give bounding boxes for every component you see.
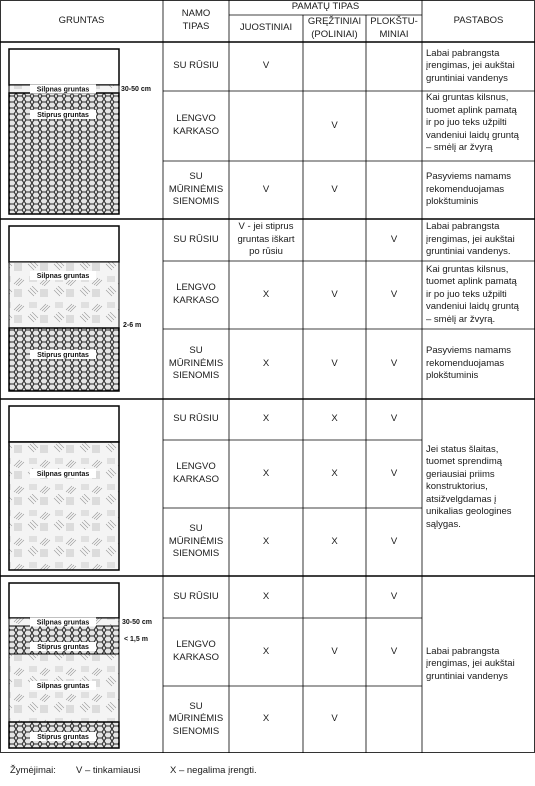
plokstuminiai-cell [366,42,422,91]
depth-label: < 1,5 m [124,636,148,643]
note-cell: Labai pabrangsta įrengimas, jei aukštai gruntiniai vandenys. [426,221,515,258]
note-cell: Pasyviems namams rekomenduojamas plokštuminis [426,345,511,382]
house-type-cell: SU MŪRINĖMIS SIENOMIS [168,700,224,737]
note-cell: Kai gruntas kilsnus, tuomet aplink pamatą ir po juo teks užpilti vandeniui laidų gruntą – smėlį ar žvyrą [426,92,519,154]
soil-label-strong-text: Stiprus gruntas [37,734,89,741]
juostiniai-cell: X [262,645,270,657]
juostiniai-cell: X [262,288,270,300]
juostiniai-cell: X [262,413,270,425]
juostiniai-cell: X [262,590,270,602]
plokstuminiai-cell [366,686,422,753]
plokstuminiai-cell: V [390,288,398,300]
greztiniai-cell: X [331,413,338,425]
soil-label-weak-text: Silpnas gruntas [36,683,90,690]
plokstuminiai-cell: V [390,590,398,602]
depth-label: 30-50 cm [122,619,152,626]
juostiniai-cell: X [262,713,270,725]
soil-label-weak-text: Silpnas gruntas [36,86,90,94]
soil-label-strong-text: Stiprus gruntas [37,112,89,119]
juostiniai-cell: V [262,60,270,72]
soil-label-weak-text: Silpnas gruntas [36,273,90,280]
greztiniai-cell: V [331,119,338,131]
juostiniai-cell: V [262,183,270,195]
greztiniai-cell [303,576,366,618]
greztiniai-cell: V [331,288,338,300]
soil-diagram-1 [9,49,151,214]
greztiniai-cell [303,219,366,261]
greztiniai-cell: X [331,535,338,547]
plokstuminiai-cell: V [390,645,398,657]
house-type-cell: LENGVO KARKASO [173,282,219,306]
greztiniai-cell: V [331,357,338,369]
juostiniai-cell: X [262,467,270,479]
note-cell: Jei status šlaitas, tuomet sprendimą geriausiai priims konstruktorius, atsižvelgdamas į unikalias geologines sąlygas. [426,443,512,530]
soil-diagram-4 [9,583,152,748]
house-type-cell: SU RŪSIU [173,233,219,245]
plokstuminiai-cell: V [390,413,398,425]
soil-label-strong-text: Stiprus gruntas [37,352,89,359]
plokstuminiai-cell [366,161,422,219]
note-cell: Kai gruntas kilsnus, tuomet aplink pamatą ir po juo teks užpilti vandeniui laidų gruntą – smėlį ar žvyrą. [426,263,519,325]
house-type-cell: SU MŪRINĖMIS SIENOMIS [168,345,224,382]
note-cell: Labai pabrangsta įrengimas, jei aukštai gruntiniai vandenys [426,645,515,682]
legend-title: Žymėjimai: [10,765,56,776]
header-plokstuminiai: PLOKŠTU- MINIAI [370,15,418,40]
juostiniai-cell: X [262,357,270,369]
house-type-cell: LENGVO KARKASO [173,461,219,485]
soil-label-weak-text: Silpnas gruntas [36,619,90,627]
greztiniai-cell: X [331,467,338,479]
legend-x: X – negalima įrengti. [170,765,257,776]
depth-label: 2-6 m [123,322,142,329]
plokstuminiai-cell: V [390,357,398,369]
house-type-cell: SU RŪSIU [173,413,219,425]
house-type-cell: SU MŪRINĖMIS SIENOMIS [168,171,224,208]
header-gruntas: GRUNTAS [58,14,105,26]
soil-diagram-3 [9,406,119,570]
plokstuminiai-cell [366,91,422,161]
greztiniai-cell: V [331,183,338,195]
house-type-cell: LENGVO KARKASO [173,113,219,137]
house-type-cell: SU RŪSIU [173,60,219,72]
soil-diagram-2 [9,226,141,391]
plokstuminiai-cell: V [390,233,398,245]
depth-label: 30-50 cm [121,86,151,93]
greztiniai-cell [303,42,366,91]
house-type-cell: SU MŪRINĖMIS SIENOMIS [168,523,224,560]
legend-v: V – tinkamiausi [76,765,141,776]
header-greztiniai: GRĘŽTINIAI (POLINIAI) [307,15,362,40]
note-cell: Pasyviems namams rekomenduojamas plokštuminis [426,171,511,208]
soil-label-weak-text: Silpnas gruntas [36,471,90,478]
header-namo-tipas: NAMO TIPAS [181,8,211,32]
note-cell: Labai pabrangsta įrengimas, jei aukštai gruntiniai vandenys [426,47,515,84]
juostiniai-cell: X [262,535,270,547]
header-pastabos: PASTABOS [453,14,504,26]
greztiniai-cell: V [331,645,338,657]
house-type-cell: SU RŪSIU [173,590,219,602]
greztiniai-cell: V [331,713,338,725]
plokstuminiai-cell: V [390,535,398,547]
header-pamatu-tipas: PAMATŲ TIPAS [291,1,360,13]
soil-label-strong-text: Stiprus gruntas [37,644,89,651]
plokstuminiai-cell: V [390,467,398,479]
house-type-cell: LENGVO KARKASO [173,639,219,663]
header-juostiniai: JUOSTINIAI [239,22,293,34]
juostiniai-cell [229,91,303,161]
juostiniai-cell: V - jei stiprus gruntas iškart po rūsiu [237,221,295,258]
